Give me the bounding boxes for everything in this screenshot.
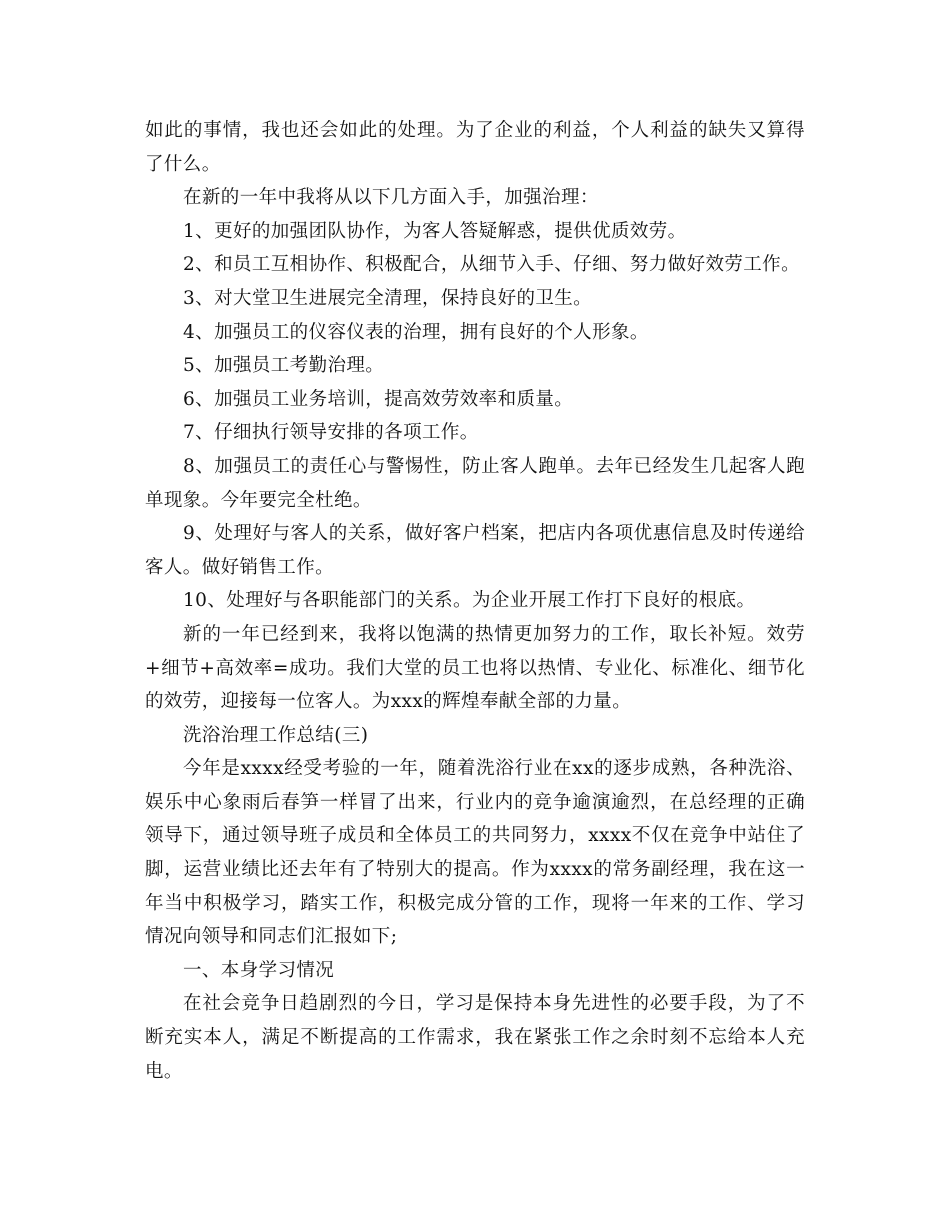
paragraph-plan-intro: 在新的一年中我将从以下几方面入手，加强治理： [183, 187, 599, 209]
list-item-3: 3、对大堂卫生进展完全清理，保持良好的卫生。 [183, 287, 593, 309]
paragraph-new-year: 新的一年已经到来，我将以饱满的热情更加努力的工作，取长补短。效劳+细节+高效率=成功。我们大堂的员工也将以热情、专业化、标准化、细节化的效劳，迎接每一位客人。为xxx的辉煌奉献全部的力量。 [145, 623, 805, 713]
document-body [145, 114, 805, 1088]
section-heading: 洗浴治理工作总结(三) [183, 724, 369, 746]
subsection-heading: 一、本身学习情况 [183, 959, 335, 981]
list-item-1: 1、更好的加强团队协作，为客人答疑解惑，提供优质效劳。 [183, 220, 687, 242]
list-item-5: 5、加强员工考勤治理。 [183, 355, 385, 377]
list-item-2: 2、和员工互相协作、积极配合，从细节入手、仔细、努力做好效劳工作。 [183, 254, 800, 276]
list-item-10: 10、处理好与各职能部门的关系。为企业开展工作打下良好的根底。 [183, 590, 756, 612]
list-item-4: 4、加强员工的仪容仪表的治理，拥有良好的个人形象。 [183, 321, 649, 343]
list-item-7: 7、仔细执行领导安排的各项工作。 [183, 422, 479, 444]
paragraph-continuation: 如此的事情，我也还会如此的处理。为了企业的利益，个人利益的缺失又算得了什么。 [145, 120, 805, 175]
list-item-6: 6、加强员工业务培训，提高效劳效率和质量。 [183, 388, 574, 410]
paragraph-annual-review: 今年是xxxx经受考验的一年，随着洗浴行业在xx的逐步成熟，各种洗浴、娱乐中心象雨后春笋一样冒了出来，行业内的竞争逾演逾烈，在总经理的正确领导下，通过领导班子成员和全体员工的共同努力，xxxx不仅在竞争中站住了脚，运营业绩比还去年有了特别大的提高。作为xxxx的常务副经理，我在这一年当中积极学习，踏实工作，积极完成分管的工作，现将一年来的工作、学习情况向领导和同志们汇报如下; [145, 758, 805, 948]
paragraph-study: 在社会竞争日趋剧烈的今日，学习是保持本身先进性的必要手段，为了不断充实本人，满足不断提高的工作需求，我在紧张工作之余时刻不忘给本人充电。 [145, 993, 805, 1082]
list-item-8: 8、加强员工的责任心与警惕性，防止客人跑单。去年已经发生几起客人跑单现象。今年要完全杜绝。 [145, 455, 805, 511]
list-item-9: 9、处理好与客人的关系，做好客户档案，把店内各项优惠信息及时传递给客人。做好销售工作。 [145, 523, 805, 578]
